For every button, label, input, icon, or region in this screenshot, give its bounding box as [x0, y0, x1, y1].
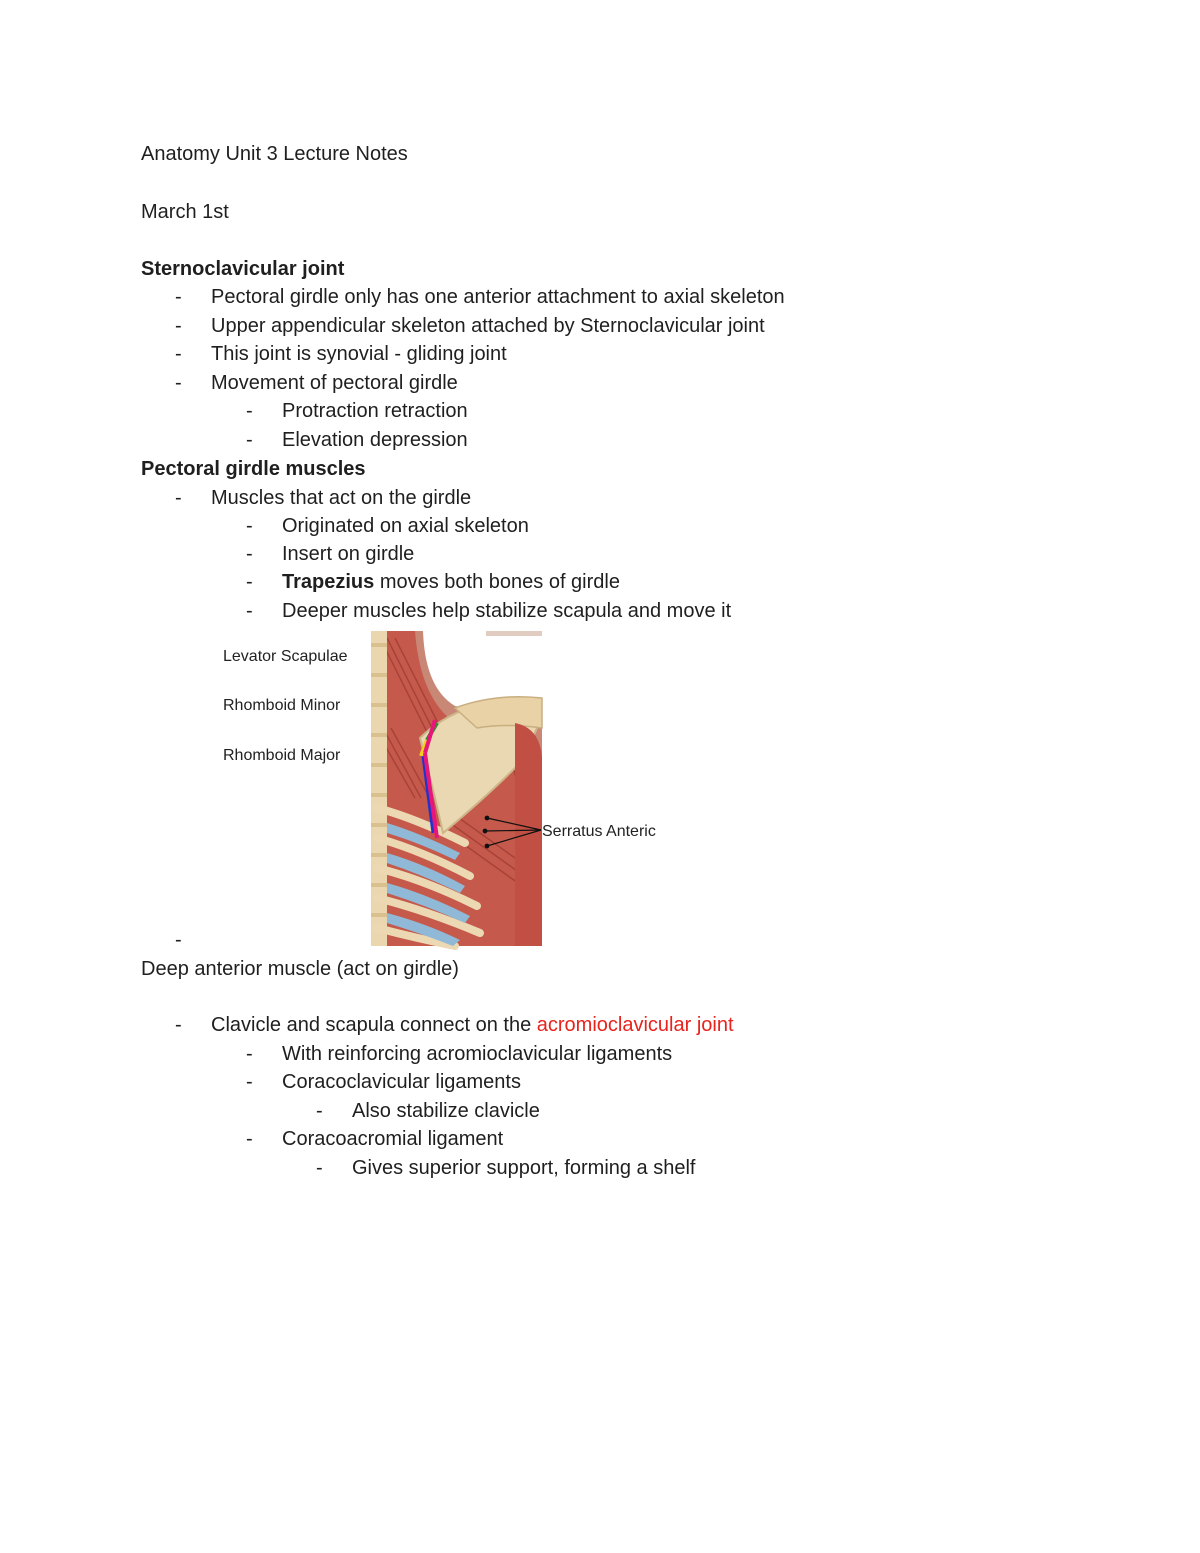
sub-list-item-trapezius: [282, 570, 620, 594]
sub-list-item: Coracoacromial ligament: [282, 1128, 504, 1150]
bullet-dash: -: [246, 1071, 253, 1093]
bullet-dash: -: [175, 315, 182, 337]
sub-list-item: Deeper muscles help stabilize scapula and move it: [282, 600, 732, 622]
label-rhomboid-major: Rhomboid Major: [223, 747, 341, 764]
trapezius-term: Trapezius: [282, 571, 375, 593]
bullet-dash: -: [175, 1014, 182, 1036]
list-item: Movement of pectoral girdle: [211, 372, 458, 394]
bullet-dash: -: [246, 571, 253, 593]
sub-list-item: Elevation depression: [282, 429, 468, 451]
sub-list-item: Coracoclavicular ligaments: [282, 1071, 521, 1093]
sub-list-item: With reinforcing acromioclavicular ligaments: [282, 1043, 673, 1065]
figure-humerus-muscle: [515, 723, 542, 946]
bullet-dash: -: [246, 429, 253, 451]
list-item-acromioclavicular: [211, 1013, 734, 1037]
bullet-dash: -: [246, 600, 253, 622]
bullet-dash: -: [175, 286, 182, 308]
sub-list-item: Protraction retraction: [282, 400, 468, 422]
bullet-dash: -: [316, 1100, 323, 1122]
list-item: Pectoral girdle only has one anterior attachment to axial skeleton: [211, 286, 785, 308]
figure-top-bar: [486, 631, 542, 636]
sub-sub-list-item: Also stabilize clavicle: [352, 1100, 540, 1122]
doc-date: March 1st: [141, 201, 229, 223]
list-item: Muscles that act on the girdle: [211, 487, 472, 509]
bullet-dash: -: [175, 929, 182, 951]
trapezius-description: moves both bones of girdle: [374, 571, 620, 593]
bullet-dash: -: [246, 400, 253, 422]
bullet-dash: -: [175, 487, 182, 509]
section-heading-pectoral-muscles: Pectoral girdle muscles: [141, 458, 366, 480]
label-levator-scapulae: Levator Scapulae: [223, 648, 348, 665]
bullet-dash: -: [175, 343, 182, 365]
section-heading-sternoclavicular: Sternoclavicular joint: [141, 258, 345, 280]
acromioclavicular-joint-term: acromioclavicular joint: [536, 1014, 734, 1036]
acromioclavicular-prefix: Clavicle and scapula connect on the: [211, 1014, 537, 1036]
label-rhomboid-minor: Rhomboid Minor: [223, 697, 341, 714]
list-item: Upper appendicular skeleton attached by Sternoclavicular joint: [211, 315, 765, 337]
sub-list-item: Originated on axial skeleton: [282, 515, 529, 537]
bullet-dash: -: [246, 543, 253, 565]
bullet-dash: -: [316, 1157, 323, 1179]
shoulder-muscles-figure: [215, 628, 675, 950]
bullet-dash: -: [246, 515, 253, 537]
bullet-dash: -: [246, 1128, 253, 1150]
bullet-dash: -: [175, 372, 182, 394]
list-item: This joint is synovial - gliding joint: [211, 343, 507, 365]
label-serratus-anterior: Serratus Anteric: [542, 823, 656, 840]
sub-sub-list-item: Gives superior support, forming a shelf: [352, 1157, 696, 1179]
doc-title: Anatomy Unit 3 Lecture Notes: [141, 143, 408, 165]
sub-list-item: Insert on girdle: [282, 543, 415, 565]
deep-anterior-heading: Deep anterior muscle (act on girdle): [141, 958, 459, 980]
bullet-dash: -: [246, 1043, 253, 1065]
